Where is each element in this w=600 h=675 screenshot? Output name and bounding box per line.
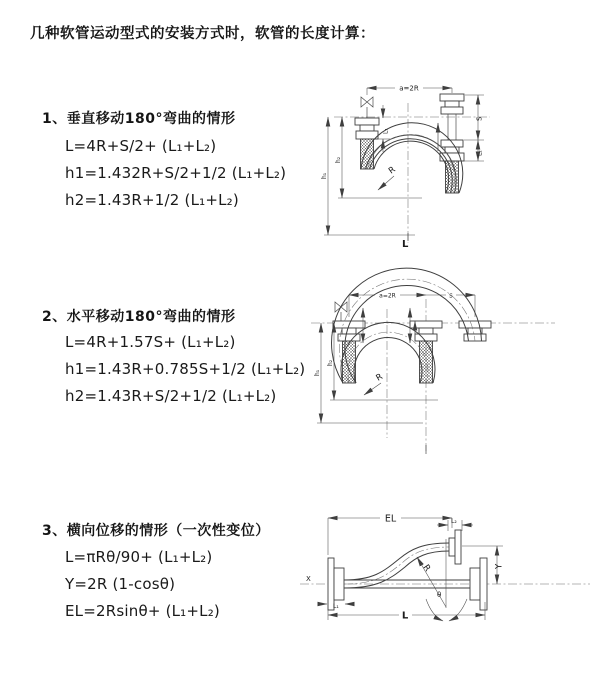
formula-2-3: h2=1.43R+S/2+1/2 (L₁+L₂)	[65, 387, 277, 405]
dim-label-s: s	[449, 291, 453, 300]
radius-label: R	[420, 562, 433, 574]
radius-leader	[417, 557, 446, 607]
dim-label-l1: L₁	[333, 603, 339, 610]
formula-3-3: EL=2Rsinθ+ (L₁+L₂)	[65, 602, 220, 620]
dim-label-y: Y	[494, 563, 505, 569]
dimension-h2	[335, 117, 422, 198]
theta-label: θ	[437, 591, 442, 599]
dimension-s	[464, 95, 484, 140]
dim-label-s: S	[475, 116, 484, 121]
formula-1-2: h1=1.432R+S/2+1/2 (L₁+L₂)	[65, 164, 287, 182]
radius-leader	[378, 165, 398, 190]
dimension-h1	[314, 323, 423, 423]
radius-label: R	[386, 164, 398, 177]
dimension-l2	[437, 518, 473, 531]
valve-icon	[335, 302, 347, 321]
dim-label-l2: L₂	[451, 518, 457, 525]
diagram-lateral-displacement	[295, 505, 595, 635]
formula-3-2: Y=2R (1-cosθ)	[65, 575, 176, 593]
dim-label-a2r: a=2R	[379, 292, 396, 300]
left-flange-fitting	[355, 118, 379, 169]
dim-label-l: L	[401, 610, 409, 622]
diagram-vertical-180-bend	[310, 75, 560, 257]
section-3-heading: 3、横向位移的情形（一次性变位）	[42, 523, 270, 539]
dim-label-h2: h₂	[327, 359, 334, 366]
formula-2-2: h1=1.43R+0.785S+1/2 (L₁+L₂)	[65, 360, 306, 378]
diagram-horizontal-180-bend	[303, 283, 568, 463]
radius-label: R	[374, 371, 385, 384]
dim-label-el: EL	[384, 513, 397, 525]
dim-label-l2: L₂	[476, 150, 484, 156]
formula-1-3: h2=1.43R+1/2 (L₁+L₂)	[65, 191, 239, 209]
section-1-heading-wrap	[42, 108, 235, 128]
dimension-s	[426, 292, 475, 318]
dim-label-h1: h₁	[321, 172, 328, 179]
section-1-heading: 1、垂直移动180°弯曲的情形	[42, 111, 236, 127]
dimension-l1	[318, 603, 354, 610]
formula-1-1: L=4R+S/2+ (L₁+L₂)	[65, 137, 217, 155]
dimension-l	[328, 602, 485, 622]
dim-label-l1: L₁	[382, 128, 390, 134]
dim-label-h1: h₁	[314, 369, 321, 376]
formula-3-1: L=πRθ/90+ (L₁+L₂)	[65, 548, 213, 566]
formula-2-1: L=4R+1.57S+ (L₁+L₂)	[65, 333, 236, 351]
dimension-a2r	[349, 292, 426, 318]
right-flange-original	[470, 558, 487, 610]
dimension-el	[328, 513, 452, 556]
axis-label: X	[306, 575, 311, 583]
section-2-heading-wrap	[42, 306, 235, 326]
section-2-heading: 2、水平移动180°弯曲的情形	[42, 309, 236, 325]
page-title: 几种软管运动型式的安装方式时，软管的长度计算：	[30, 26, 375, 42]
valve-icon	[361, 97, 373, 118]
dim-label-a2r: a=2R	[399, 84, 419, 93]
section-3-heading-wrap	[42, 520, 270, 540]
dim-label-h2: h₂	[335, 156, 342, 163]
radius-leader	[364, 372, 385, 395]
dimension-l2	[464, 140, 484, 161]
hose-s-curve	[344, 543, 449, 588]
length-label: L	[402, 239, 409, 250]
upper-flange-displaced	[449, 530, 461, 564]
dimension-a2r	[367, 84, 452, 95]
